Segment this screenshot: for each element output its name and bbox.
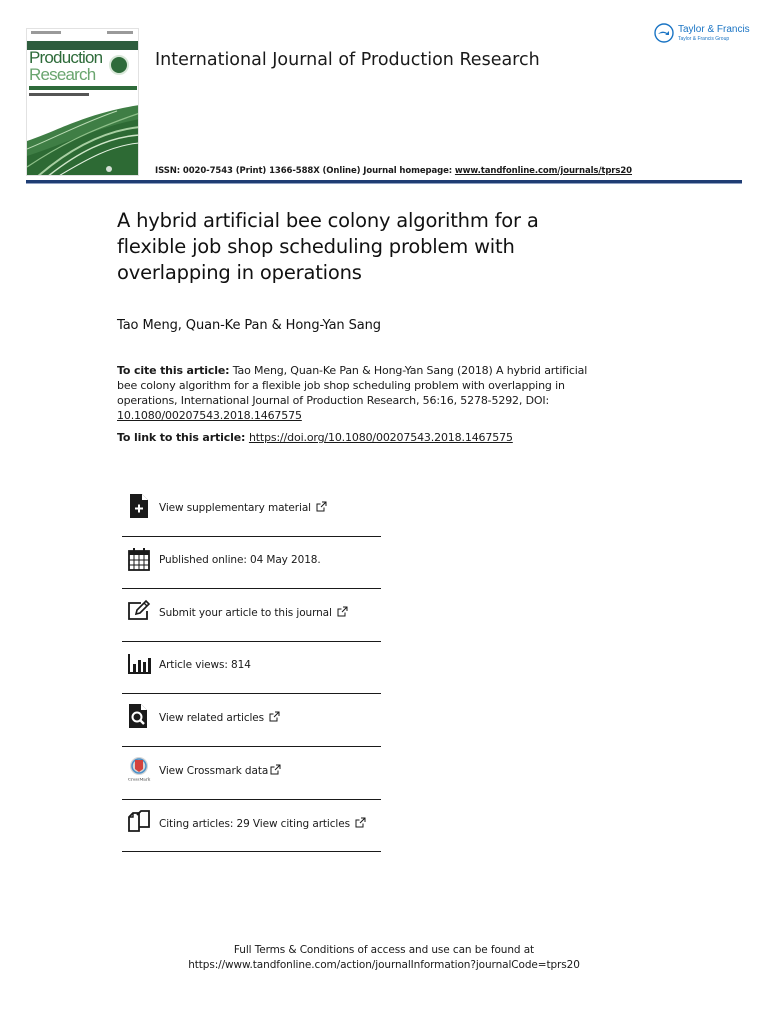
terms-footer-link[interactable]: https://www.tandfonline.com/action/journalInformation?journalCode=tprs20 xyxy=(188,959,580,971)
publisher-subname: Taylor & Francis Group xyxy=(678,36,730,42)
cover-seal-icon xyxy=(109,55,129,75)
supplementary-material-label: View supplementary material xyxy=(159,502,311,514)
supplementary-material-item[interactable] xyxy=(122,484,381,537)
publisher-logo-icon xyxy=(654,23,674,43)
article-info-list xyxy=(122,484,381,852)
related-articles-item[interactable] xyxy=(122,694,381,747)
crossmark-icon xyxy=(127,756,151,782)
article-views-label: Article views: 814 xyxy=(159,658,251,671)
external-link-icon xyxy=(316,501,327,512)
issn-line xyxy=(155,166,632,176)
article-authors: Tao Meng, Quan-Ke Pan & Hong-Yan Sang xyxy=(117,318,381,333)
submit-article-label: Submit your article to this journal xyxy=(159,607,332,620)
article-doi-link[interactable]: https://doi.org/10.1080/00207543.2018.1467575 xyxy=(248,431,513,444)
article-link-line xyxy=(117,431,513,444)
edit-icon xyxy=(127,598,151,624)
document-plus-icon xyxy=(127,493,151,519)
publisher-logo[interactable] xyxy=(654,22,750,48)
citing-articles-item[interactable] xyxy=(122,800,381,853)
crossmark-caption: CrossMark xyxy=(127,776,151,782)
crossmark-item[interactable] xyxy=(122,747,381,800)
submit-article-item[interactable] xyxy=(122,589,381,642)
citing-articles-label: Citing articles: 29 View citing articles xyxy=(159,817,350,830)
article-title: A hybrid artificial bee colony algorithm for a flexible job shop scheduling problem with overlapping in operations xyxy=(117,209,539,284)
terms-footer-line1: Full Terms & Conditions of access and use can be found at xyxy=(233,944,535,956)
journal-cover-image xyxy=(26,28,139,176)
published-online-item xyxy=(122,537,381,590)
published-online-label: Published online: 04 May 2018. xyxy=(159,553,321,566)
citation-label: To cite this article: xyxy=(117,364,230,377)
header-rule-thin xyxy=(26,183,742,184)
crossmark-label: View Crossmark data xyxy=(159,764,269,777)
publisher-name: Taylor & Francis xyxy=(678,24,750,35)
terms-footer xyxy=(0,943,768,973)
article-views-item xyxy=(122,642,381,695)
cover-artwork-icon xyxy=(27,101,139,176)
journal-homepage-link[interactable]: www.tandfonline.com/journals/tprs20 xyxy=(454,166,632,176)
citation-doi-link[interactable]: 10.1080/00207543.2018.1467575 xyxy=(117,409,302,422)
cover-title-line1: Production xyxy=(29,48,103,67)
related-articles-label: View related articles xyxy=(159,712,265,725)
external-link-icon xyxy=(355,817,366,828)
bar-chart-icon xyxy=(127,651,151,677)
external-link-icon xyxy=(337,606,348,617)
citation-block xyxy=(117,363,607,423)
calendar-icon xyxy=(127,546,151,572)
search-document-icon xyxy=(127,703,151,729)
journal-title: International Journal of Production Research xyxy=(155,50,540,70)
article-link-label: To link to this article: xyxy=(117,431,249,444)
cover-title-line2: Research xyxy=(29,65,96,84)
external-link-icon xyxy=(270,764,281,775)
citation-text: Tao Meng, Quan-Ke Pan & Hong-Yan Sang (2018) A hybrid artificial bee colony algorithm for a flexible job shop scheduling problem with overlapping in operations, International Journal of Production Research, 56:16, 5278-5292, DOI: xyxy=(117,364,588,407)
citing-articles-icon xyxy=(127,809,151,835)
external-link-icon xyxy=(269,711,280,722)
issn-text: ISSN: 0020-7543 (Print) 1366-588X (Online) Journal homepage: xyxy=(155,166,455,176)
